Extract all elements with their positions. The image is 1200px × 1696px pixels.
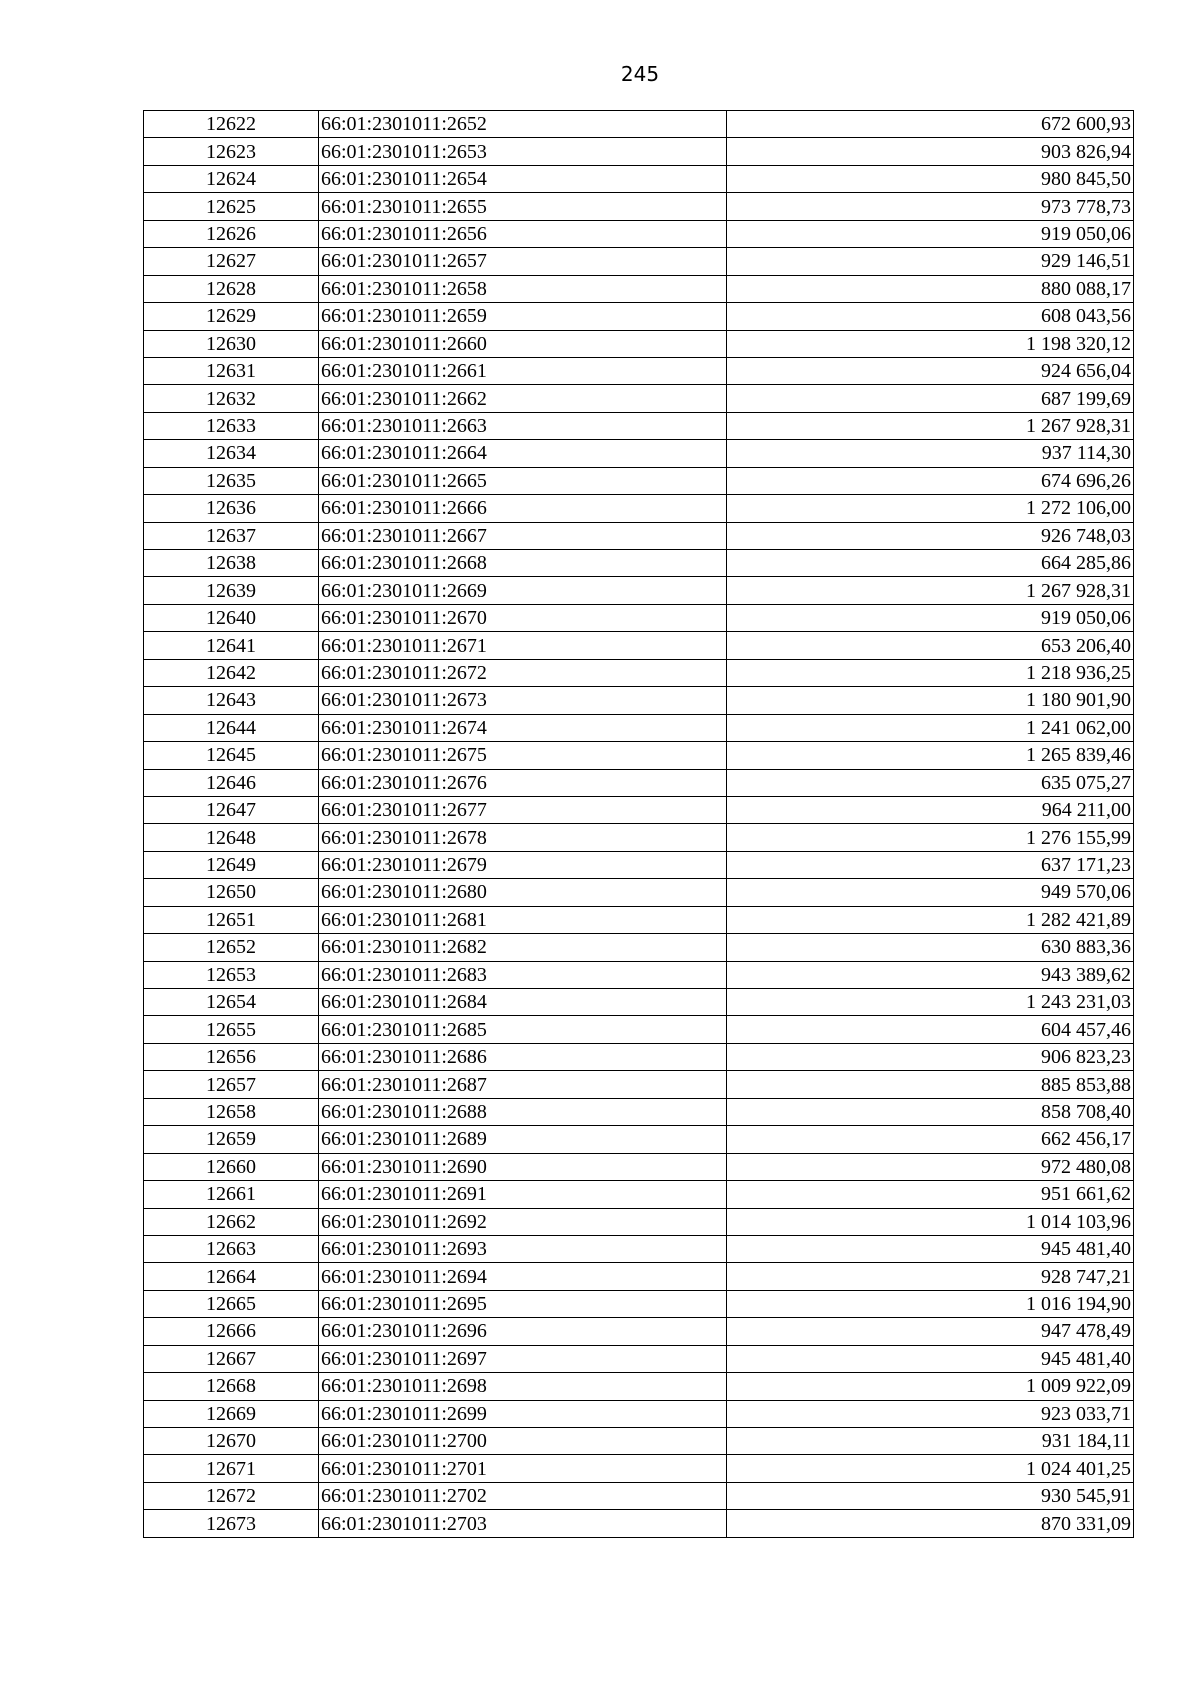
row-number-cell: 12671 [144,1455,319,1482]
table-row [144,1263,1134,1290]
cadastral-value-cell: 608 043,56 [727,303,1134,330]
row-number-cell: 12641 [144,632,319,659]
cadastral-value-cell: 951 661,62 [727,1181,1134,1208]
row-number-cell: 12648 [144,824,319,851]
cadastral-value-cell: 949 570,06 [727,879,1134,906]
row-number-cell: 12634 [144,440,319,467]
table-row [144,1373,1134,1400]
cadastral-value-cell: 1 272 106,00 [727,495,1134,522]
cadastral-value-cell: 943 389,62 [727,961,1134,988]
table-row [144,1098,1134,1125]
table-row [144,1318,1134,1345]
row-number-cell: 12627 [144,248,319,275]
cadastral-number-cell: 66:01:2301011:2703 [319,1510,727,1537]
cadastral-value-cell: 1 265 839,46 [727,742,1134,769]
cadastral-value-cell: 973 778,73 [727,193,1134,220]
row-number-cell: 12633 [144,412,319,439]
row-number-cell: 12629 [144,303,319,330]
table-row [144,1071,1134,1098]
cadastral-number-cell: 66:01:2301011:2676 [319,769,727,796]
cadastral-number-cell: 66:01:2301011:2668 [319,550,727,577]
cadastral-number-cell: 66:01:2301011:2661 [319,357,727,384]
cadastral-number-cell: 66:01:2301011:2686 [319,1043,727,1070]
table-row [144,769,1134,796]
row-number-cell: 12660 [144,1153,319,1180]
cadastral-number-cell: 66:01:2301011:2674 [319,714,727,741]
row-number-cell: 12642 [144,659,319,686]
cadastral-number-cell: 66:01:2301011:2670 [319,604,727,631]
cadastral-number-cell: 66:01:2301011:2653 [319,138,727,165]
cadastral-number-cell: 66:01:2301011:2678 [319,824,727,851]
cadastral-value-cell: 1 009 922,09 [727,1373,1134,1400]
table-row [144,824,1134,851]
cadastral-number-cell: 66:01:2301011:2687 [319,1071,727,1098]
row-number-cell: 12669 [144,1400,319,1427]
table-row [144,1428,1134,1455]
row-number-cell: 12664 [144,1263,319,1290]
table-row [144,632,1134,659]
cadastral-number-cell: 66:01:2301011:2699 [319,1400,727,1427]
cadastral-value-cell: 672 600,93 [727,111,1134,138]
row-number-cell: 12640 [144,604,319,631]
cadastral-number-cell: 66:01:2301011:2665 [319,467,727,494]
table-row [144,1043,1134,1070]
table-row [144,1400,1134,1427]
cadastral-number-cell: 66:01:2301011:2673 [319,687,727,714]
cadastral-value-cell: 1 267 928,31 [727,412,1134,439]
cadastral-value-cell: 937 114,30 [727,440,1134,467]
row-number-cell: 12651 [144,906,319,933]
cadastral-value-cell: 947 478,49 [727,1318,1134,1345]
table-row [144,1181,1134,1208]
cadastral-number-cell: 66:01:2301011:2663 [319,412,727,439]
cadastral-number-cell: 66:01:2301011:2688 [319,1098,727,1125]
row-number-cell: 12646 [144,769,319,796]
cadastral-value-cell: 930 545,91 [727,1482,1134,1509]
cadastral-value-cell: 1 267 928,31 [727,577,1134,604]
table-row [144,577,1134,604]
cadastral-value-cell: 928 747,21 [727,1263,1134,1290]
table-row [144,1235,1134,1262]
row-number-cell: 12662 [144,1208,319,1235]
cadastral-number-cell: 66:01:2301011:2684 [319,989,727,1016]
table-row [144,522,1134,549]
cadastral-value-cell: 687 199,69 [727,385,1134,412]
cadastral-value-cell: 604 457,46 [727,1016,1134,1043]
cadastral-number-cell: 66:01:2301011:2681 [319,906,727,933]
cadastral-number-cell: 66:01:2301011:2700 [319,1428,727,1455]
table-row [144,742,1134,769]
cadastral-number-cell: 66:01:2301011:2666 [319,495,727,522]
cadastral-value-cell: 880 088,17 [727,275,1134,302]
cadastral-value-cell: 1 241 062,00 [727,714,1134,741]
row-number-cell: 12644 [144,714,319,741]
cadastral-number-cell: 66:01:2301011:2675 [319,742,727,769]
row-number-cell: 12663 [144,1235,319,1262]
cadastral-number-cell: 66:01:2301011:2693 [319,1235,727,1262]
table-row [144,138,1134,165]
row-number-cell: 12653 [144,961,319,988]
row-number-cell: 12658 [144,1098,319,1125]
cadastral-number-cell: 66:01:2301011:2689 [319,1126,727,1153]
cadastral-value-cell: 664 285,86 [727,550,1134,577]
table-row [144,357,1134,384]
table-row [144,111,1134,138]
cadastral-number-cell: 66:01:2301011:2691 [319,1181,727,1208]
cadastral-number-cell: 66:01:2301011:2682 [319,934,727,961]
cadastral-number-cell: 66:01:2301011:2658 [319,275,727,302]
cadastral-value-cell: 1 016 194,90 [727,1290,1134,1317]
cadastral-number-cell: 66:01:2301011:2662 [319,385,727,412]
row-number-cell: 12666 [144,1318,319,1345]
cadastral-number-cell: 66:01:2301011:2677 [319,796,727,823]
cadastral-value-cell: 1 282 421,89 [727,906,1134,933]
table-row [144,687,1134,714]
row-number-cell: 12670 [144,1428,319,1455]
cadastral-number-cell: 66:01:2301011:2672 [319,659,727,686]
cadastral-value-cell: 980 845,50 [727,165,1134,192]
cadastral-number-cell: 66:01:2301011:2683 [319,961,727,988]
cadastral-value-cell: 906 823,23 [727,1043,1134,1070]
row-number-cell: 12659 [144,1126,319,1153]
row-number-cell: 12626 [144,220,319,247]
row-number-cell: 12638 [144,550,319,577]
row-number-cell: 12657 [144,1071,319,1098]
row-number-cell: 12656 [144,1043,319,1070]
cadastral-number-cell: 66:01:2301011:2680 [319,879,727,906]
row-number-cell: 12631 [144,357,319,384]
table-row [144,906,1134,933]
table-body [144,111,1134,1538]
cadastral-number-cell: 66:01:2301011:2685 [319,1016,727,1043]
cadastral-value-cell: 926 748,03 [727,522,1134,549]
cadastral-value-cell: 858 708,40 [727,1098,1134,1125]
cadastral-number-cell: 66:01:2301011:2697 [319,1345,727,1372]
row-number-cell: 12668 [144,1373,319,1400]
table-row [144,604,1134,631]
cadastral-number-cell: 66:01:2301011:2702 [319,1482,727,1509]
row-number-cell: 12652 [144,934,319,961]
row-number-cell: 12622 [144,111,319,138]
row-number-cell: 12655 [144,1016,319,1043]
table-row [144,1126,1134,1153]
cadastral-number-cell: 66:01:2301011:2698 [319,1373,727,1400]
cadastral-number-cell: 66:01:2301011:2656 [319,220,727,247]
cadastral-number-cell: 66:01:2301011:2654 [319,165,727,192]
table-row [144,165,1134,192]
cadastral-value-cell: 1 198 320,12 [727,330,1134,357]
table-row [144,1345,1134,1372]
cadastral-value-cell: 929 146,51 [727,248,1134,275]
cadastral-number-cell: 66:01:2301011:2701 [319,1455,727,1482]
table-row [144,248,1134,275]
cadastral-value-cell: 972 480,08 [727,1153,1134,1180]
cadastral-value-cell: 1 024 401,25 [727,1455,1134,1482]
table-row [144,440,1134,467]
cadastral-number-cell: 66:01:2301011:2679 [319,851,727,878]
table-row [144,303,1134,330]
cadastral-number-cell: 66:01:2301011:2690 [319,1153,727,1180]
cadastral-value-cell: 674 696,26 [727,467,1134,494]
cadastral-number-cell: 66:01:2301011:2692 [319,1208,727,1235]
cadastral-value-cell: 924 656,04 [727,357,1134,384]
table-row [144,989,1134,1016]
table-row [144,796,1134,823]
row-number-cell: 12639 [144,577,319,604]
table-row [144,1455,1134,1482]
row-number-cell: 12628 [144,275,319,302]
cadastral-value-cell: 1 243 231,03 [727,989,1134,1016]
cadastral-value-cell: 1 276 155,99 [727,824,1134,851]
cadastral-value-cell: 964 211,00 [727,796,1134,823]
row-number-cell: 12665 [144,1290,319,1317]
table-row [144,1482,1134,1509]
cadastral-number-cell: 66:01:2301011:2696 [319,1318,727,1345]
table-row [144,550,1134,577]
cadastral-number-cell: 66:01:2301011:2694 [319,1263,727,1290]
cadastral-number-cell: 66:01:2301011:2659 [319,303,727,330]
cadastral-value-cell: 1 218 936,25 [727,659,1134,686]
cadastral-value-cell: 1 180 901,90 [727,687,1134,714]
table-row [144,1208,1134,1235]
cadastral-value-cell: 653 206,40 [727,632,1134,659]
row-number-cell: 12673 [144,1510,319,1537]
cadastral-value-cell: 931 184,11 [727,1428,1134,1455]
cadastral-value-cell: 945 481,40 [727,1235,1134,1262]
page-number: 245 [620,62,660,86]
row-number-cell: 12637 [144,522,319,549]
cadastral-number-cell: 66:01:2301011:2657 [319,248,727,275]
row-number-cell: 12636 [144,495,319,522]
row-number-cell: 12654 [144,989,319,1016]
row-number-cell: 12667 [144,1345,319,1372]
cadastral-value-cell: 919 050,06 [727,220,1134,247]
cadastral-value-table [143,110,1134,1538]
row-number-cell: 12645 [144,742,319,769]
row-number-cell: 12635 [144,467,319,494]
table-row [144,275,1134,302]
cadastral-value-cell: 870 331,09 [727,1510,1134,1537]
cadastral-number-cell: 66:01:2301011:2655 [319,193,727,220]
cadastral-number-cell: 66:01:2301011:2652 [319,111,727,138]
cadastral-value-cell: 885 853,88 [727,1071,1134,1098]
cadastral-number-cell: 66:01:2301011:2667 [319,522,727,549]
table-row [144,385,1134,412]
cadastral-number-cell: 66:01:2301011:2671 [319,632,727,659]
table-row [144,1510,1134,1537]
cadastral-number-cell: 66:01:2301011:2664 [319,440,727,467]
cadastral-value-cell: 919 050,06 [727,604,1134,631]
table-row [144,934,1134,961]
table-row [144,412,1134,439]
table-row [144,330,1134,357]
row-number-cell: 12623 [144,138,319,165]
row-number-cell: 12624 [144,165,319,192]
table-row [144,1290,1134,1317]
table-row [144,1016,1134,1043]
cadastral-number-cell: 66:01:2301011:2660 [319,330,727,357]
cadastral-value-cell: 923 033,71 [727,1400,1134,1427]
cadastral-number-cell: 66:01:2301011:2695 [319,1290,727,1317]
cadastral-value-cell: 630 883,36 [727,934,1134,961]
cadastral-value-cell: 635 075,27 [727,769,1134,796]
cadastral-value-cell: 637 171,23 [727,851,1134,878]
cadastral-value-cell: 662 456,17 [727,1126,1134,1153]
table-row [144,851,1134,878]
row-number-cell: 12632 [144,385,319,412]
row-number-cell: 12643 [144,687,319,714]
row-number-cell: 12650 [144,879,319,906]
row-number-cell: 12649 [144,851,319,878]
row-number-cell: 12672 [144,1482,319,1509]
table-row [144,467,1134,494]
table-row [144,220,1134,247]
table-row [144,1153,1134,1180]
table-row [144,961,1134,988]
row-number-cell: 12625 [144,193,319,220]
row-number-cell: 12661 [144,1181,319,1208]
cadastral-value-cell: 903 826,94 [727,138,1134,165]
table-row [144,193,1134,220]
row-number-cell: 12647 [144,796,319,823]
cadastral-number-cell: 66:01:2301011:2669 [319,577,727,604]
table-row [144,495,1134,522]
table-row [144,714,1134,741]
row-number-cell: 12630 [144,330,319,357]
cadastral-value-cell: 945 481,40 [727,1345,1134,1372]
table-row [144,659,1134,686]
cadastral-value-cell: 1 014 103,96 [727,1208,1134,1235]
table-row [144,879,1134,906]
